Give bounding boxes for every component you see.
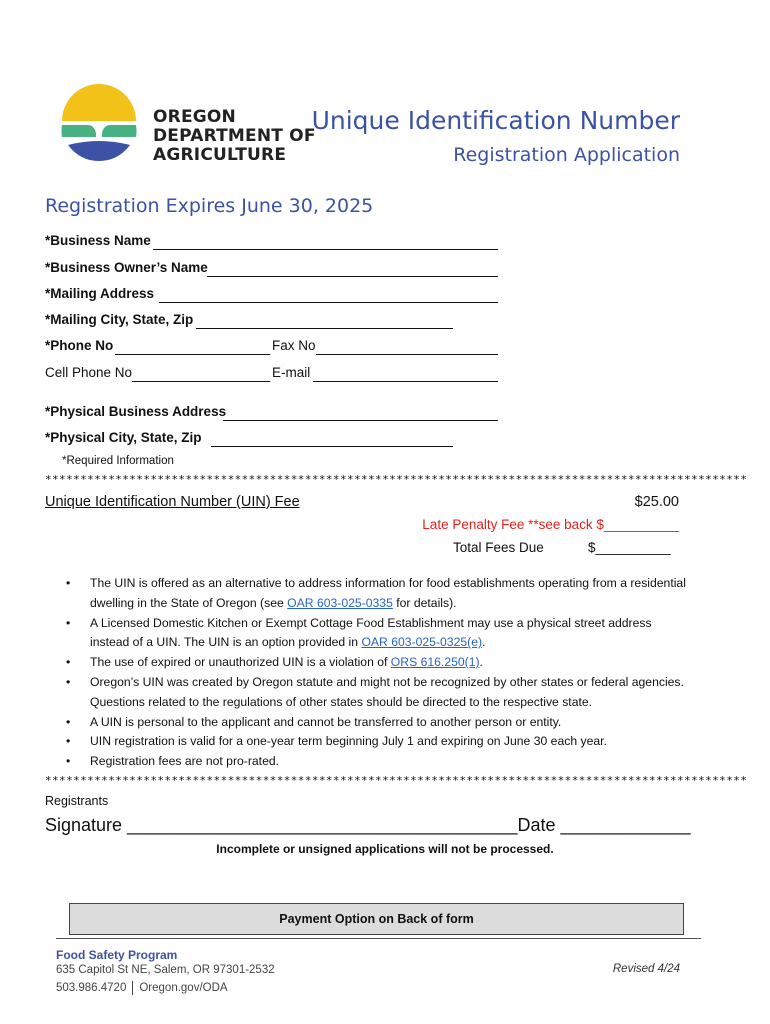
address: 635 Capitol St NE, Salem, OR 97301-2532	[56, 964, 275, 976]
bullet-text: The UIN is offered as an alternative to address information for food establishments operating from a residential dwelling in the State of Oregon (see	[90, 576, 686, 610]
divider	[132, 981, 133, 995]
bullet-text: for details).	[392, 595, 457, 610]
mailing-address-label: *Mailing Address	[45, 286, 155, 301]
mailing-city-field[interactable]	[196, 328, 453, 329]
fax-label: Fax No	[272, 338, 316, 353]
list-item: • UIN registration is valid for a one-year term beginning July 1 and expiring on June 30 each year.	[66, 734, 607, 749]
separator: ****************************************************************************************************	[45, 473, 748, 486]
physical-city-label: *Physical City, State, Zip	[45, 430, 202, 445]
program-name: Food Safety Program	[56, 948, 178, 962]
physical-address-field[interactable]	[223, 420, 498, 421]
list-item: • Oregon’s UIN was created by Oregon statute and might not be recognized by other states or federal agencies. Questions related to the regulations of other states should be directed to the respective state.	[66, 674, 684, 709]
email-label: E-mail	[272, 365, 311, 380]
form-subtitle: Registration Application	[453, 144, 680, 166]
required-note: *Required Information	[62, 455, 174, 467]
owner-name-label: *Business Owner’s Name	[45, 260, 208, 275]
total-fees-field[interactable]: $__________	[588, 540, 671, 555]
payment-option-box: Payment Option on Back of form	[69, 903, 684, 935]
mailing-city-label: *Mailing City, State, Zip	[45, 312, 194, 327]
list-item: • A UIN is personal to the applicant and cannot be transferred to another person or entity.	[66, 714, 562, 729]
website-link[interactable]: Oregon.gov/ODA	[139, 982, 228, 995]
fax-field[interactable]	[316, 354, 498, 355]
separator: ****************************************************************************************************	[45, 774, 748, 787]
oda-logo-icon	[60, 85, 138, 163]
list-item: • A Licensed Domestic Kitchen or Exempt Cottage Food Establishment may use a physical street address instead of a UIN. The UIN is an option provided in OAR 603-025-0325(e).	[66, 615, 652, 650]
bullet-text: The use of expired or unauthorized UIN is a violation of	[90, 655, 391, 670]
bullet-text: A Licensed Domestic Kitchen or Exempt Cottage Food Establishment may use a physical street address instead of a UIN. The UIN is an option provided in	[90, 615, 652, 650]
list-item: • The use of expired or unauthorized UIN is a violation of ORS 616.250(1).	[66, 655, 483, 670]
logo-line: AGRICULTURE	[153, 145, 287, 165]
physical-city-field[interactable]	[211, 446, 453, 447]
email-field[interactable]	[313, 381, 498, 382]
owner-name-field[interactable]	[207, 276, 498, 277]
bullet-text: UIN registration is valid for a one-year term beginning July 1 and expiring on June 30 each year.	[90, 734, 607, 749]
mailing-address-field[interactable]	[159, 302, 498, 303]
bullet-text: .	[479, 655, 483, 670]
registrants-label: Registrants	[45, 794, 109, 808]
oar-link[interactable]: OAR 603-025-0325(e)	[361, 635, 483, 650]
bullet-text: Oregon’s UIN was created by Oregon statute and might not be recognized by other states or federal agencies. Questions related to the regulations of other states should be directed to the respective state.	[90, 674, 684, 709]
revised-date: Revised 4/24	[612, 963, 680, 975]
signature-line[interactable]: Signature _______________________________________Date _____________	[45, 815, 691, 835]
phone-label: *Phone No	[45, 338, 114, 353]
bullet-text: A UIN is personal to the applicant and cannot be transferred to another person or entity.	[90, 714, 562, 729]
list-item: • Registration fees are not pro-rated.	[66, 754, 280, 769]
incomplete-warning: Incomplete or unsigned applications will not be processed.	[216, 842, 554, 856]
total-fees-label: Total Fees Due	[453, 540, 544, 555]
uin-fee-label: Unique Identification Number (UIN) Fee	[45, 494, 300, 510]
logo-line: OREGON	[153, 107, 236, 127]
oar-link[interactable]: OAR 603-025-0335	[287, 595, 393, 610]
phone-number: 503.986.4720	[56, 982, 127, 995]
form-title: Unique Identification Number	[311, 106, 680, 135]
physical-address-label: *Physical Business Address	[45, 404, 227, 419]
uin-fee-amount: $25.00	[634, 494, 679, 510]
phone-field[interactable]	[115, 354, 270, 355]
list-item: • The UIN is offered as an alternative to address information for food establishments operating from a residential dwelling in the State of Oregon (see OAR 603-025-0335 for details).	[66, 576, 686, 610]
bullet-text: Registration fees are not pro-rated.	[90, 754, 280, 769]
bullet-text: .	[482, 635, 486, 650]
oda-logo-text	[153, 108, 316, 165]
ors-link[interactable]: ORS 616.250(1)	[390, 655, 480, 670]
uin-info-list	[66, 574, 686, 772]
cell-phone-label: Cell Phone No	[45, 365, 133, 380]
logo-line: DEPARTMENT OF	[153, 126, 316, 146]
late-penalty-fee[interactable]: Late Penalty Fee **see back $__________	[422, 517, 679, 532]
business-name-field[interactable]	[153, 249, 498, 250]
registration-expires: Registration Expires June 30, 2025	[45, 195, 374, 217]
business-name-label: *Business Name	[45, 233, 151, 248]
cell-phone-field[interactable]	[132, 381, 270, 382]
footer-divider	[56, 938, 701, 939]
contact-line	[56, 981, 228, 995]
